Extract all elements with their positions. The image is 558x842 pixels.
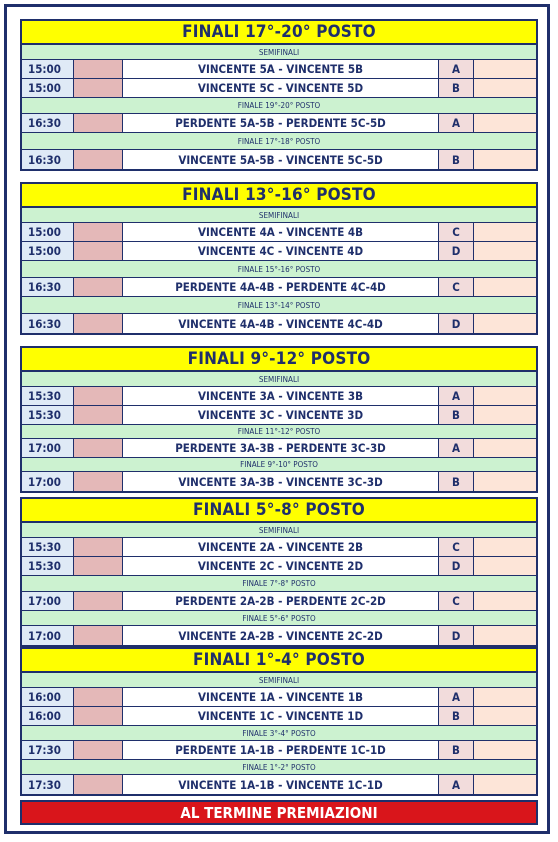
round-label: FINALE 17°-18° POSTO xyxy=(22,133,536,150)
field-letter: A xyxy=(439,439,474,457)
match-time: 16:30 xyxy=(22,278,74,296)
match-teams: VINCENTE 3A-3B - VINCENTE 3C-3D xyxy=(123,472,439,491)
match-row xyxy=(22,406,536,425)
score-cell xyxy=(74,592,123,610)
result-cell xyxy=(474,114,536,132)
match-row xyxy=(22,314,536,333)
round-label: SEMIFINALI xyxy=(22,372,536,387)
field-letter: B xyxy=(439,741,474,759)
match-row xyxy=(22,223,536,242)
match-row xyxy=(22,60,536,79)
match-time: 15:00 xyxy=(22,223,74,241)
score-cell xyxy=(74,242,123,260)
round-label: SEMIFINALI xyxy=(22,45,536,60)
result-cell xyxy=(474,538,536,556)
match-row xyxy=(22,79,536,98)
match-time: 17:30 xyxy=(22,775,74,794)
field-letter: C xyxy=(439,538,474,556)
result-cell xyxy=(474,775,536,794)
match-time: 15:30 xyxy=(22,406,74,424)
result-cell xyxy=(474,278,536,296)
score-cell xyxy=(74,387,123,405)
match-row xyxy=(22,538,536,557)
match-teams: VINCENTE 4C - VINCENTE 4D xyxy=(123,242,439,260)
match-time: 16:30 xyxy=(22,150,74,169)
score-cell xyxy=(74,314,123,333)
result-cell xyxy=(474,688,536,706)
field-letter: B xyxy=(439,472,474,491)
score-cell xyxy=(74,775,123,794)
field-letter: B xyxy=(439,406,474,424)
result-cell xyxy=(474,592,536,610)
field-letter: A xyxy=(439,114,474,132)
result-cell xyxy=(474,60,536,78)
match-teams: PERDENTE 1A-1B - PERDENTE 1C-1D xyxy=(123,741,439,759)
field-letter: A xyxy=(439,387,474,405)
match-row xyxy=(22,557,536,576)
result-cell xyxy=(474,314,536,333)
score-cell xyxy=(74,79,123,97)
result-cell xyxy=(474,79,536,97)
result-cell xyxy=(474,242,536,260)
match-row xyxy=(22,626,536,645)
match-time: 17:00 xyxy=(22,626,74,645)
match-time: 16:30 xyxy=(22,114,74,132)
score-cell xyxy=(74,60,123,78)
result-cell xyxy=(474,150,536,169)
score-cell xyxy=(74,688,123,706)
score-cell xyxy=(74,741,123,759)
field-letter: C xyxy=(439,592,474,610)
match-row xyxy=(22,387,536,406)
score-cell xyxy=(74,223,123,241)
match-row xyxy=(22,707,536,726)
match-time: 17:00 xyxy=(22,592,74,610)
result-cell xyxy=(474,439,536,457)
footer-banner: AL TERMINE PREMIAZIONI xyxy=(20,800,538,825)
match-teams: VINCENTE 5C - VINCENTE 5D xyxy=(123,79,439,97)
result-cell xyxy=(474,387,536,405)
score-cell xyxy=(74,557,123,575)
match-time: 15:30 xyxy=(22,538,74,556)
match-teams: VINCENTE 5A - VINCENTE 5B xyxy=(123,60,439,78)
field-letter: C xyxy=(439,278,474,296)
result-cell xyxy=(474,472,536,491)
result-cell xyxy=(474,707,536,725)
match-time: 17:00 xyxy=(22,472,74,491)
match-teams: VINCENTE 1C - VINCENTE 1D xyxy=(123,707,439,725)
score-cell xyxy=(74,538,123,556)
score-cell xyxy=(74,406,123,424)
match-time: 15:30 xyxy=(22,387,74,405)
match-teams: VINCENTE 2A-2B - VINCENTE 2C-2D xyxy=(123,626,439,645)
field-letter: B xyxy=(439,150,474,169)
score-cell xyxy=(74,472,123,491)
round-label: FINALE 7°-8° POSTO xyxy=(22,576,536,592)
match-teams: VINCENTE 1A - VINCENTE 1B xyxy=(123,688,439,706)
match-teams: PERDENTE 3A-3B - PERDENTE 3C-3D xyxy=(123,439,439,457)
score-cell xyxy=(74,278,123,296)
match-teams: PERDENTE 4A-4B - PERDENTE 4C-4D xyxy=(123,278,439,296)
round-label: FINALE 3°-4° POSTO xyxy=(22,726,536,741)
match-row xyxy=(22,592,536,611)
match-row xyxy=(22,242,536,261)
score-cell xyxy=(74,114,123,132)
match-teams: VINCENTE 4A-4B - VINCENTE 4C-4D xyxy=(123,314,439,333)
match-time: 16:30 xyxy=(22,314,74,333)
match-teams: VINCENTE 2C - VINCENTE 2D xyxy=(123,557,439,575)
section-title: FINALI 13°-16° POSTO xyxy=(22,184,536,208)
round-label: FINALE 1°-2° POSTO xyxy=(22,760,536,775)
field-letter: C xyxy=(439,223,474,241)
match-teams: VINCENTE 3C - VINCENTE 3D xyxy=(123,406,439,424)
score-cell xyxy=(74,707,123,725)
final-section xyxy=(20,19,538,171)
round-label: FINALE 9°-10° POSTO xyxy=(22,458,536,472)
match-teams: VINCENTE 2A - VINCENTE 2B xyxy=(123,538,439,556)
result-cell xyxy=(474,406,536,424)
match-teams: PERDENTE 5A-5B - PERDENTE 5C-5D xyxy=(123,114,439,132)
match-time: 15:00 xyxy=(22,242,74,260)
field-letter: D xyxy=(439,626,474,645)
score-cell xyxy=(74,626,123,645)
match-row xyxy=(22,472,536,491)
match-row xyxy=(22,775,536,794)
field-letter: B xyxy=(439,79,474,97)
match-teams: VINCENTE 1A-1B - VINCENTE 1C-1D xyxy=(123,775,439,794)
match-row xyxy=(22,688,536,707)
round-label: FINALE 11°-12° POSTO xyxy=(22,425,536,439)
match-time: 15:00 xyxy=(22,60,74,78)
round-label: FINALE 5°-6° POSTO xyxy=(22,611,536,626)
field-letter: A xyxy=(439,775,474,794)
match-teams: VINCENTE 5A-5B - VINCENTE 5C-5D xyxy=(123,150,439,169)
field-letter: A xyxy=(439,688,474,706)
round-label: SEMIFINALI xyxy=(22,208,536,223)
field-letter: B xyxy=(439,707,474,725)
result-cell xyxy=(474,626,536,645)
field-letter: A xyxy=(439,60,474,78)
match-teams: VINCENTE 4A - VINCENTE 4B xyxy=(123,223,439,241)
match-time: 16:00 xyxy=(22,688,74,706)
score-cell xyxy=(74,439,123,457)
result-cell xyxy=(474,741,536,759)
round-label: FINALE 15°-16° POSTO xyxy=(22,261,536,278)
round-label: FINALE 13°-14° POSTO xyxy=(22,297,536,314)
score-cell xyxy=(74,150,123,169)
match-time: 15:00 xyxy=(22,79,74,97)
section-title: FINALI 17°-20° POSTO xyxy=(22,21,536,45)
match-row xyxy=(22,150,536,169)
round-label: SEMIFINALI xyxy=(22,523,536,538)
section-title: FINALI 1°-4° POSTO xyxy=(22,649,536,673)
round-label: SEMIFINALI xyxy=(22,673,536,688)
result-cell xyxy=(474,557,536,575)
field-letter: D xyxy=(439,314,474,333)
match-teams: PERDENTE 2A-2B - PERDENTE 2C-2D xyxy=(123,592,439,610)
match-time: 17:30 xyxy=(22,741,74,759)
section-title: FINALI 5°-8° POSTO xyxy=(22,499,536,523)
match-row xyxy=(22,278,536,297)
match-row xyxy=(22,439,536,458)
match-row xyxy=(22,741,536,760)
match-row xyxy=(22,114,536,133)
final-section xyxy=(20,346,538,493)
result-cell xyxy=(474,223,536,241)
final-section xyxy=(20,182,538,335)
match-time: 17:00 xyxy=(22,439,74,457)
final-section xyxy=(20,647,538,796)
match-time: 15:30 xyxy=(22,557,74,575)
match-time: 16:00 xyxy=(22,707,74,725)
section-title: FINALI 9°-12° POSTO xyxy=(22,348,536,372)
match-teams: VINCENTE 3A - VINCENTE 3B xyxy=(123,387,439,405)
field-letter: D xyxy=(439,557,474,575)
final-section xyxy=(20,497,538,647)
round-label: FINALE 19°-20° POSTO xyxy=(22,98,536,114)
field-letter: D xyxy=(439,242,474,260)
